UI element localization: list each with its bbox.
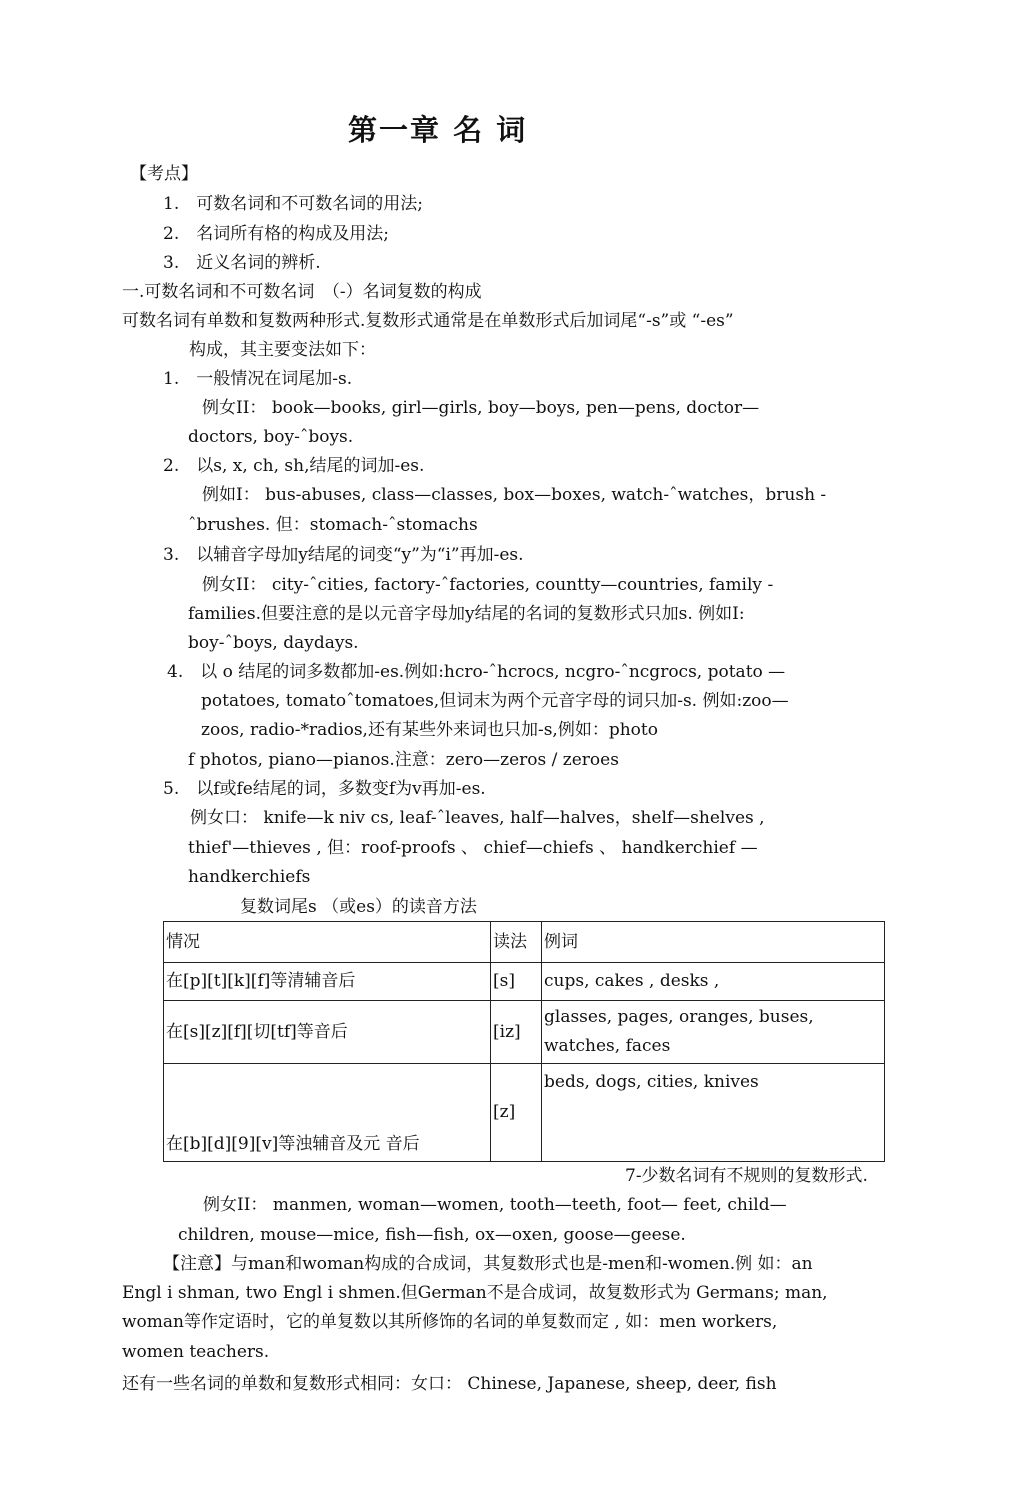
table-row [164,963,885,1001]
rule-3-example-2: families.但要注意的是以元音字母加y结尾的名词的复数形式只加s. 例如I: [188,604,745,624]
rule-5-example-2: thief'—thieves , 但：roof-proofs 、 chief—chiefs 、 handkerchief — [188,838,758,858]
rule-3-example-3: boy-ˆboys, daydays. [188,633,359,653]
rule-3-example-1: 例女II： city-ˆcities, factory-ˆfactories, countty—countries, family - [202,575,774,595]
table-cell-case: 在[b][d][9][v]等浊辅音及元 音后 [164,1064,491,1162]
table-cell-sound: [s] [491,963,542,1001]
kaodian-heading: 【考点】 [130,164,198,184]
note-line-2: Engl i shman, two Engl i shmen.但German不是合成词，故复数形式为 Germans; man, [122,1283,828,1303]
table-row [164,1001,885,1064]
note-line-5: 还有一些名词的单数和复数形式相同：女口： Chinese, Japanese, sheep, deer, fish [122,1374,777,1394]
table-header-sound: 读法 [491,922,542,963]
section-heading: 一.可数名词和不可数名词 （-）名词复数的构成 [122,282,482,302]
table-header-case: 情况 [164,922,491,963]
table-cell-examples: beds, dogs, cities, knives [542,1064,885,1162]
rule-2-example-2: ˆbrushes. 但：stomach-ˆstomachs [188,515,478,535]
rule-1-example-1: 例女II： book—books, girl—girls, boy—boys, pen—pens, doctor— [202,398,760,418]
table-header-examples: 例词 [542,922,885,963]
table-caption: 复数词尾s （或es）的读音方法 [240,897,477,917]
section-intro-line-2: 构成，其主要变法如下： [189,340,376,360]
note-line-1: 【注意】与man和woman构成的合成词，其复数形式也是-men和-women.例 如：an [163,1254,813,1274]
kaodian-item-1: 1. 可数名词和不可数名词的用法; [163,194,423,214]
rule-5-example-1: 例女口： knife—k niv cs, leaf-ˆleaves, half—halves，shelf—shelves , [190,808,765,828]
note-line-4: women teachers. [122,1342,270,1362]
rule-1-example-2: doctors, boy-ˆboys. [188,427,354,447]
table-row [164,1064,885,1162]
irregular-heading: 7-少数名词有不规则的复数形式. [625,1166,868,1186]
kaodian-item-3: 3. 近义名词的辨析. [163,253,321,273]
irregular-example-1: 例女II： manmen, woman—women, tooth—teeth, foot— feet, child— [203,1195,787,1215]
rule-4-label: 4. 以 o 结尾的词多数都加-es.例如:hcro-ˆhcrocs, ncgro-ˆncgrocs, potato — [167,662,786,682]
rule-4-example-1: potatoes, tomatoˆtomatoes,但词末为两个元音字母的词只加-s. 例如:zoo— [201,691,789,711]
kaodian-item-2: 2. 名词所有格的构成及用法; [163,224,389,244]
rule-3-label: 3. 以辅音字母加y结尾的词变“y”为“i”再加-es. [163,545,524,565]
rule-2-label: 2. 以s, x, ch, sh,结尾的词加-es. [163,456,425,476]
rule-2-example-1: 例如I： bus-abuses, class—classes, box—boxes, watch-ˆwatches，brush - [202,485,827,505]
page-title: 第一章 名 词 [348,113,528,147]
table-cell-case: 在[s][z][f][切[tf]等音后 [164,1001,491,1064]
table-cell-examples: glasses, pages, oranges, buses, watches, faces [542,1001,885,1064]
section-intro-line-1: 可数名词有单数和复数两种形式.复数形式通常是在单数形式后加词尾“-s”或 “-es” [122,311,734,331]
rule-5-label: 5. 以f或fe结尾的词，多数变f为v再加-es. [163,779,486,799]
note-line-3: woman等作定语时，它的单复数以其所修饰的名词的单复数而定 , 如：men workers, [122,1312,778,1332]
irregular-example-2: children, mouse—mice, fish—fish, ox—oxen, goose—geese. [178,1225,686,1245]
table-header-row [164,922,885,963]
pronunciation-table [163,921,885,1162]
table-cell-examples: cups, cakes , desks , [542,963,885,1001]
table-cell-case: 在[p][t][k][f]等清辅音后 [164,963,491,1001]
rule-4-example-3: f photos, piano—pianos.注意：zero—zeros / zeroes [188,750,619,770]
table-cell-sound: [iz] [491,1001,542,1064]
rule-5-example-3: handkerchiefs [188,867,311,887]
rule-1-label: 1. 一般情况在词尾加-s. [163,369,353,389]
table-cell-sound: [z] [491,1064,542,1162]
rule-4-example-2: zoos, radio-*radios,还有某些外来词也只加-s,例如：photo [201,720,658,740]
